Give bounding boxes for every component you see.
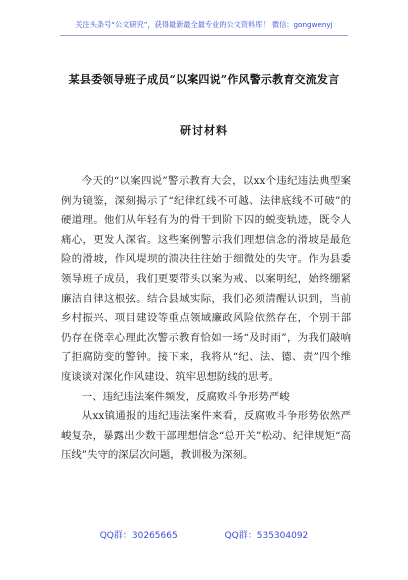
footer [0, 528, 408, 541]
footer-qq-group-1: QQ群：30265665 [99, 531, 178, 541]
body-paragraph: 从xx镇通报的违纪违法案件来看，反腐败斗争形势依然严峻复杂，暴露出少数干部理想信念“总开关”松动、纪律规矩“高压线”失守的深层次问题，教训极为深刻。 [61, 410, 351, 462]
header-promo-text: 关注头条号“公文研究”，获得最新最全最专业的公文资料库！ 微信：gongwenyj [75, 20, 333, 29]
header-divider [60, 35, 348, 36]
section-heading: 一、违纪违法案件频发，反腐败斗争形势严峻 [81, 390, 290, 403]
document-title: 某县委领导班子成员“以案四说”作风警示教育交流发言 [68, 73, 340, 86]
footer-qq-group-2: QQ群：535304092 [224, 531, 309, 541]
document-subtitle: 研讨材料 [180, 124, 228, 137]
body-paragraph: 今天的“以案四说”警示教育大会，以xx个违纪违法典型案例为镜鉴，深刻揭示了“纪律红线不可越、法律底线不可破”的硬道理。他们从年轻有为的骨干到阶下囚的蜕变轨迹，既令人痛心，更发人深省。这些案例警示我们理想信念的滑坡是最危险的滑坡，作风堤坝的溃决往往始于细微处的失守。作为县委领导班子成员，我们更要带头以案为戒、以案明纪，始终绷紧廉洁自律这根弦。结合县域实际，我们必须清醒认识到，当前乡村振兴、项目建设等重点领域廉政风险依然存在，个别干部仍存在侥幸心理此次警示教育恰如一场“及时雨”，为我们敲响了拒腐防变的警钟。接下来，我将从“纪、法、德、责”四个维度谈谈对深化作风建设、筑牢思想防线的思考。 [61, 175, 351, 383]
document-body [61, 172, 351, 466]
